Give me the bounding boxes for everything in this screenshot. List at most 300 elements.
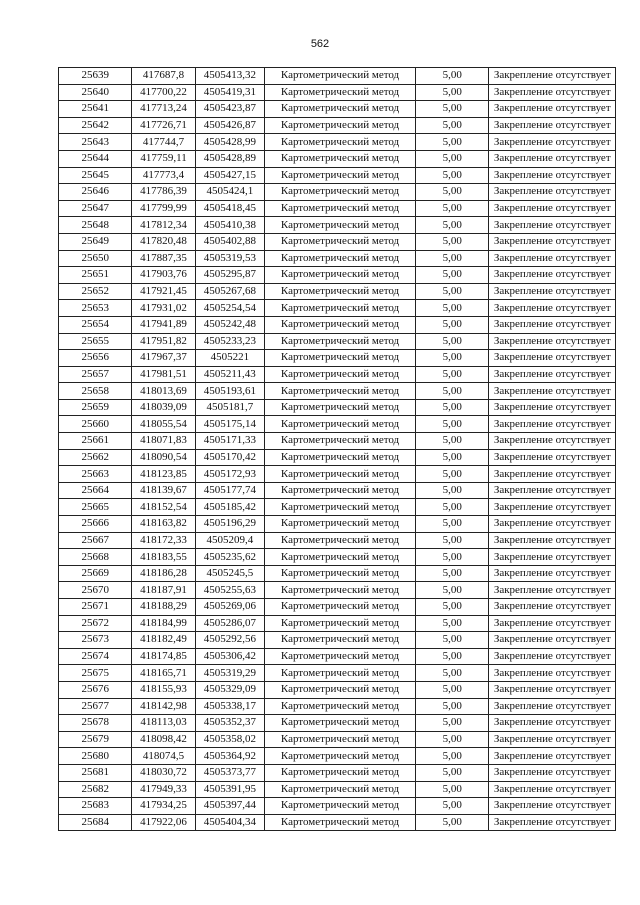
accuracy-cell: 5,00 (416, 482, 489, 499)
table-row (59, 383, 616, 400)
accuracy-cell: 5,00 (416, 615, 489, 632)
x-coordinate-cell: 417903,76 (132, 267, 195, 284)
x-coordinate-cell: 417981,51 (132, 366, 195, 383)
x-coordinate-cell: 417887,35 (132, 250, 195, 267)
accuracy-cell: 5,00 (416, 333, 489, 350)
x-coordinate-cell: 418186,28 (132, 565, 195, 582)
method-cell: Картометрический метод (265, 764, 416, 781)
x-coordinate-cell: 417967,37 (132, 350, 195, 367)
method-cell: Картометрический метод (265, 399, 416, 416)
table-row (59, 84, 616, 101)
table-row (59, 101, 616, 118)
x-coordinate-cell: 418055,54 (132, 416, 195, 433)
x-coordinate-cell: 418139,67 (132, 482, 195, 499)
y-coordinate-cell: 4505211,43 (195, 366, 264, 383)
fixation-cell: Закрепление отсутствует (489, 449, 616, 466)
accuracy-cell: 5,00 (416, 350, 489, 367)
table-row (59, 283, 616, 300)
method-cell: Картометрический метод (265, 549, 416, 566)
x-coordinate-cell: 418113,03 (132, 715, 195, 732)
method-cell: Картометрический метод (265, 466, 416, 483)
y-coordinate-cell: 4505329,09 (195, 681, 264, 698)
y-coordinate-cell: 4505418,45 (195, 200, 264, 217)
fixation-cell: Закрепление отсутствует (489, 283, 616, 300)
table-row (59, 449, 616, 466)
method-cell: Картометрический метод (265, 366, 416, 383)
point-number-cell: 25681 (59, 764, 132, 781)
method-cell: Картометрический метод (265, 798, 416, 815)
method-cell: Картометрический метод (265, 532, 416, 549)
table-row (59, 482, 616, 499)
fixation-cell: Закрепление отсутствует (489, 681, 616, 698)
y-coordinate-cell: 4505233,23 (195, 333, 264, 350)
coordinates-table (58, 67, 616, 831)
fixation-cell: Закрепление отсутствует (489, 715, 616, 732)
table-row (59, 350, 616, 367)
point-number-cell: 25667 (59, 532, 132, 549)
x-coordinate-cell: 418030,72 (132, 764, 195, 781)
fixation-cell: Закрепление отсутствует (489, 316, 616, 333)
method-cell: Картометрический метод (265, 615, 416, 632)
y-coordinate-cell: 4505269,06 (195, 599, 264, 616)
y-coordinate-cell: 4505338,17 (195, 698, 264, 715)
y-coordinate-cell: 4505428,89 (195, 150, 264, 167)
method-cell: Картометрический метод (265, 167, 416, 184)
method-cell: Картометрический метод (265, 150, 416, 167)
fixation-cell: Закрепление отсутствует (489, 549, 616, 566)
x-coordinate-cell: 418188,29 (132, 599, 195, 616)
point-number-cell: 25657 (59, 366, 132, 383)
accuracy-cell: 5,00 (416, 200, 489, 217)
accuracy-cell: 5,00 (416, 416, 489, 433)
fixation-cell: Закрепление отсутствует (489, 399, 616, 416)
fixation-cell: Закрепление отсутствует (489, 532, 616, 549)
table-row (59, 715, 616, 732)
y-coordinate-cell: 4505426,87 (195, 117, 264, 134)
x-coordinate-cell: 418098,42 (132, 731, 195, 748)
point-number-cell: 25643 (59, 134, 132, 151)
accuracy-cell: 5,00 (416, 814, 489, 831)
x-coordinate-cell: 417759,11 (132, 150, 195, 167)
x-coordinate-cell: 417700,22 (132, 84, 195, 101)
table-row (59, 748, 616, 765)
point-number-cell: 25653 (59, 300, 132, 317)
accuracy-cell: 5,00 (416, 150, 489, 167)
x-coordinate-cell: 418182,49 (132, 632, 195, 649)
x-coordinate-cell: 418172,33 (132, 532, 195, 549)
table-row (59, 814, 616, 831)
x-coordinate-cell: 418187,91 (132, 582, 195, 599)
y-coordinate-cell: 4505177,74 (195, 482, 264, 499)
method-cell: Картометрический метод (265, 233, 416, 250)
x-coordinate-cell: 417687,8 (132, 68, 195, 85)
point-number-cell: 25683 (59, 798, 132, 815)
y-coordinate-cell: 4505242,48 (195, 316, 264, 333)
point-number-cell: 25664 (59, 482, 132, 499)
point-number-cell: 25656 (59, 350, 132, 367)
point-number-cell: 25671 (59, 599, 132, 616)
accuracy-cell: 5,00 (416, 599, 489, 616)
fixation-cell: Закрепление отсутствует (489, 433, 616, 450)
table-row (59, 565, 616, 582)
fixation-cell: Закрепление отсутствует (489, 615, 616, 632)
point-number-cell: 25670 (59, 582, 132, 599)
table-row (59, 68, 616, 85)
x-coordinate-cell: 417934,25 (132, 798, 195, 815)
fixation-cell: Закрепление отсутствует (489, 167, 616, 184)
point-number-cell: 25675 (59, 665, 132, 682)
point-number-cell: 25678 (59, 715, 132, 732)
method-cell: Картометрический метод (265, 416, 416, 433)
fixation-cell: Закрепление отсутствует (489, 516, 616, 533)
point-number-cell: 25676 (59, 681, 132, 698)
table-row (59, 731, 616, 748)
table-row (59, 665, 616, 682)
x-coordinate-cell: 418152,54 (132, 499, 195, 516)
method-cell: Картометрический метод (265, 781, 416, 798)
fixation-cell: Закрепление отсутствует (489, 582, 616, 599)
point-number-cell: 25660 (59, 416, 132, 433)
accuracy-cell: 5,00 (416, 449, 489, 466)
x-coordinate-cell: 418013,69 (132, 383, 195, 400)
table-row (59, 499, 616, 516)
accuracy-cell: 5,00 (416, 366, 489, 383)
point-number-cell: 25674 (59, 648, 132, 665)
point-number-cell: 25669 (59, 565, 132, 582)
page-number: 562 (310, 38, 330, 50)
y-coordinate-cell: 4505267,68 (195, 283, 264, 300)
accuracy-cell: 5,00 (416, 233, 489, 250)
method-cell: Картометрический метод (265, 300, 416, 317)
fixation-cell: Закрепление отсутствует (489, 267, 616, 284)
accuracy-cell: 5,00 (416, 632, 489, 649)
accuracy-cell: 5,00 (416, 731, 489, 748)
x-coordinate-cell: 417921,45 (132, 283, 195, 300)
y-coordinate-cell: 4505255,63 (195, 582, 264, 599)
x-coordinate-cell: 417949,33 (132, 781, 195, 798)
accuracy-cell: 5,00 (416, 250, 489, 267)
accuracy-cell: 5,00 (416, 516, 489, 533)
table-row (59, 615, 616, 632)
x-coordinate-cell: 418071,83 (132, 433, 195, 450)
point-number-cell: 25684 (59, 814, 132, 831)
accuracy-cell: 5,00 (416, 499, 489, 516)
accuracy-cell: 5,00 (416, 582, 489, 599)
fixation-cell: Закрепление отсутствует (489, 416, 616, 433)
method-cell: Картометрический метод (265, 383, 416, 400)
x-coordinate-cell: 417744,7 (132, 134, 195, 151)
table-row (59, 532, 616, 549)
x-coordinate-cell: 418142,98 (132, 698, 195, 715)
y-coordinate-cell: 4505306,42 (195, 648, 264, 665)
fixation-cell: Закрепление отсутствует (489, 632, 616, 649)
point-number-cell: 25650 (59, 250, 132, 267)
x-coordinate-cell: 417713,24 (132, 101, 195, 118)
point-number-cell: 25649 (59, 233, 132, 250)
y-coordinate-cell: 4505185,42 (195, 499, 264, 516)
accuracy-cell: 5,00 (416, 316, 489, 333)
method-cell: Картометрический метод (265, 316, 416, 333)
table-row (59, 316, 616, 333)
fixation-cell: Закрепление отсутствует (489, 482, 616, 499)
y-coordinate-cell: 4505424,1 (195, 184, 264, 201)
point-number-cell: 25646 (59, 184, 132, 201)
table-row (59, 648, 616, 665)
method-cell: Картометрический метод (265, 117, 416, 134)
table-row (59, 416, 616, 433)
method-cell: Картометрический метод (265, 482, 416, 499)
fixation-cell: Закрепление отсутствует (489, 499, 616, 516)
table-row (59, 698, 616, 715)
x-coordinate-cell: 418123,85 (132, 466, 195, 483)
y-coordinate-cell: 4505427,15 (195, 167, 264, 184)
accuracy-cell: 5,00 (416, 665, 489, 682)
y-coordinate-cell: 4505235,62 (195, 549, 264, 566)
fixation-cell: Закрепление отсутствует (489, 217, 616, 234)
table-row (59, 366, 616, 383)
fixation-cell: Закрепление отсутствует (489, 333, 616, 350)
fixation-cell: Закрепление отсутствует (489, 233, 616, 250)
y-coordinate-cell: 4505193,61 (195, 383, 264, 400)
fixation-cell: Закрепление отсутствует (489, 698, 616, 715)
y-coordinate-cell: 4505413,32 (195, 68, 264, 85)
accuracy-cell: 5,00 (416, 549, 489, 566)
method-cell: Картометрический метод (265, 499, 416, 516)
accuracy-cell: 5,00 (416, 267, 489, 284)
y-coordinate-cell: 4505428,99 (195, 134, 264, 151)
y-coordinate-cell: 4505196,29 (195, 516, 264, 533)
accuracy-cell: 5,00 (416, 167, 489, 184)
method-cell: Картометрический метод (265, 814, 416, 831)
y-coordinate-cell: 4505171,33 (195, 433, 264, 450)
accuracy-cell: 5,00 (416, 134, 489, 151)
y-coordinate-cell: 4505358,02 (195, 731, 264, 748)
method-cell: Картометрический метод (265, 731, 416, 748)
y-coordinate-cell: 4505172,93 (195, 466, 264, 483)
fixation-cell: Закрепление отсутствует (489, 366, 616, 383)
accuracy-cell: 5,00 (416, 698, 489, 715)
table-row (59, 233, 616, 250)
method-cell: Картометрический метод (265, 333, 416, 350)
y-coordinate-cell: 4505170,42 (195, 449, 264, 466)
accuracy-cell: 5,00 (416, 68, 489, 85)
point-number-cell: 25647 (59, 200, 132, 217)
point-number-cell: 25644 (59, 150, 132, 167)
y-coordinate-cell: 4505221 (195, 350, 264, 367)
y-coordinate-cell: 4505319,53 (195, 250, 264, 267)
x-coordinate-cell: 418074,5 (132, 748, 195, 765)
method-cell: Картометрический метод (265, 516, 416, 533)
point-number-cell: 25639 (59, 68, 132, 85)
fixation-cell: Закрепление отсутствует (489, 350, 616, 367)
x-coordinate-cell: 417812,34 (132, 217, 195, 234)
y-coordinate-cell: 4505364,92 (195, 748, 264, 765)
method-cell: Картометрический метод (265, 217, 416, 234)
fixation-cell: Закрепление отсутствует (489, 383, 616, 400)
x-coordinate-cell: 417773,4 (132, 167, 195, 184)
table-row (59, 433, 616, 450)
method-cell: Картометрический метод (265, 200, 416, 217)
method-cell: Картометрический метод (265, 599, 416, 616)
fixation-cell: Закрепление отсутствует (489, 84, 616, 101)
method-cell: Картометрический метод (265, 632, 416, 649)
x-coordinate-cell: 418155,93 (132, 681, 195, 698)
accuracy-cell: 5,00 (416, 532, 489, 549)
accuracy-cell: 5,00 (416, 715, 489, 732)
point-number-cell: 25645 (59, 167, 132, 184)
fixation-cell: Закрепление отсутствует (489, 798, 616, 815)
point-number-cell: 25652 (59, 283, 132, 300)
fixation-cell: Закрепление отсутствует (489, 814, 616, 831)
table-row (59, 466, 616, 483)
fixation-cell: Закрепление отсутствует (489, 466, 616, 483)
point-number-cell: 25648 (59, 217, 132, 234)
point-number-cell: 25666 (59, 516, 132, 533)
y-coordinate-cell: 4505373,77 (195, 764, 264, 781)
point-number-cell: 25668 (59, 549, 132, 566)
table-row (59, 134, 616, 151)
method-cell: Картометрический метод (265, 681, 416, 698)
x-coordinate-cell: 417799,99 (132, 200, 195, 217)
point-number-cell: 25661 (59, 433, 132, 450)
table-row (59, 150, 616, 167)
point-number-cell: 25679 (59, 731, 132, 748)
accuracy-cell: 5,00 (416, 681, 489, 698)
table-row (59, 200, 616, 217)
method-cell: Картометрический метод (265, 648, 416, 665)
point-number-cell: 25640 (59, 84, 132, 101)
y-coordinate-cell: 4505319,29 (195, 665, 264, 682)
x-coordinate-cell: 418163,82 (132, 516, 195, 533)
y-coordinate-cell: 4505352,37 (195, 715, 264, 732)
method-cell: Картометрический метод (265, 68, 416, 85)
accuracy-cell: 5,00 (416, 383, 489, 400)
table-row (59, 399, 616, 416)
accuracy-cell: 5,00 (416, 565, 489, 582)
x-coordinate-cell: 417786,39 (132, 184, 195, 201)
fixation-cell: Закрепление отсутствует (489, 648, 616, 665)
accuracy-cell: 5,00 (416, 101, 489, 118)
y-coordinate-cell: 4505254,54 (195, 300, 264, 317)
fixation-cell: Закрепление отсутствует (489, 200, 616, 217)
y-coordinate-cell: 4505397,44 (195, 798, 264, 815)
table-row (59, 167, 616, 184)
fixation-cell: Закрепление отсутствует (489, 748, 616, 765)
table-row (59, 217, 616, 234)
method-cell: Картометрический метод (265, 84, 416, 101)
point-number-cell: 25659 (59, 399, 132, 416)
table-row (59, 632, 616, 649)
table-row (59, 781, 616, 798)
y-coordinate-cell: 4505404,34 (195, 814, 264, 831)
x-coordinate-cell: 418183,55 (132, 549, 195, 566)
y-coordinate-cell: 4505286,07 (195, 615, 264, 632)
x-coordinate-cell: 417941,89 (132, 316, 195, 333)
method-cell: Картометрический метод (265, 715, 416, 732)
method-cell: Картометрический метод (265, 134, 416, 151)
table-row (59, 582, 616, 599)
fixation-cell: Закрепление отсутствует (489, 150, 616, 167)
y-coordinate-cell: 4505295,87 (195, 267, 264, 284)
y-coordinate-cell: 4505292,56 (195, 632, 264, 649)
accuracy-cell: 5,00 (416, 466, 489, 483)
table-row (59, 300, 616, 317)
method-cell: Картометрический метод (265, 582, 416, 599)
fixation-cell: Закрепление отсутствует (489, 250, 616, 267)
accuracy-cell: 5,00 (416, 300, 489, 317)
y-coordinate-cell: 4505245,5 (195, 565, 264, 582)
method-cell: Картометрический метод (265, 449, 416, 466)
y-coordinate-cell: 4505423,87 (195, 101, 264, 118)
x-coordinate-cell: 418090,54 (132, 449, 195, 466)
table-row (59, 681, 616, 698)
y-coordinate-cell: 4505181,7 (195, 399, 264, 416)
x-coordinate-cell: 418184,99 (132, 615, 195, 632)
fixation-cell: Закрепление отсутствует (489, 101, 616, 118)
fixation-cell: Закрепление отсутствует (489, 781, 616, 798)
point-number-cell: 25655 (59, 333, 132, 350)
table-row (59, 599, 616, 616)
y-coordinate-cell: 4505410,38 (195, 217, 264, 234)
accuracy-cell: 5,00 (416, 217, 489, 234)
point-number-cell: 25663 (59, 466, 132, 483)
accuracy-cell: 5,00 (416, 184, 489, 201)
table-row (59, 333, 616, 350)
x-coordinate-cell: 418174,85 (132, 648, 195, 665)
point-number-cell: 25651 (59, 267, 132, 284)
fixation-cell: Закрепление отсутствует (489, 565, 616, 582)
point-number-cell: 25641 (59, 101, 132, 118)
table-row (59, 549, 616, 566)
method-cell: Картометрический метод (265, 433, 416, 450)
x-coordinate-cell: 418039,09 (132, 399, 195, 416)
fixation-cell: Закрепление отсутствует (489, 731, 616, 748)
accuracy-cell: 5,00 (416, 798, 489, 815)
accuracy-cell: 5,00 (416, 283, 489, 300)
table-row (59, 184, 616, 201)
x-coordinate-cell: 417820,48 (132, 233, 195, 250)
table-row (59, 117, 616, 134)
method-cell: Картометрический метод (265, 184, 416, 201)
x-coordinate-cell: 417931,02 (132, 300, 195, 317)
table-body (59, 68, 616, 831)
accuracy-cell: 5,00 (416, 399, 489, 416)
y-coordinate-cell: 4505175,14 (195, 416, 264, 433)
fixation-cell: Закрепление отсутствует (489, 599, 616, 616)
table-row (59, 516, 616, 533)
point-number-cell: 25658 (59, 383, 132, 400)
method-cell: Картометрический метод (265, 350, 416, 367)
y-coordinate-cell: 4505391,95 (195, 781, 264, 798)
y-coordinate-cell: 4505209,4 (195, 532, 264, 549)
point-number-cell: 25672 (59, 615, 132, 632)
point-number-cell: 25673 (59, 632, 132, 649)
fixation-cell: Закрепление отсутствует (489, 134, 616, 151)
point-number-cell: 25662 (59, 449, 132, 466)
fixation-cell: Закрепление отсутствует (489, 117, 616, 134)
method-cell: Картометрический метод (265, 748, 416, 765)
accuracy-cell: 5,00 (416, 764, 489, 781)
method-cell: Картометрический метод (265, 250, 416, 267)
accuracy-cell: 5,00 (416, 433, 489, 450)
x-coordinate-cell: 417951,82 (132, 333, 195, 350)
x-coordinate-cell: 417922,06 (132, 814, 195, 831)
point-number-cell: 25654 (59, 316, 132, 333)
method-cell: Картометрический метод (265, 698, 416, 715)
accuracy-cell: 5,00 (416, 781, 489, 798)
accuracy-cell: 5,00 (416, 648, 489, 665)
table-row (59, 250, 616, 267)
